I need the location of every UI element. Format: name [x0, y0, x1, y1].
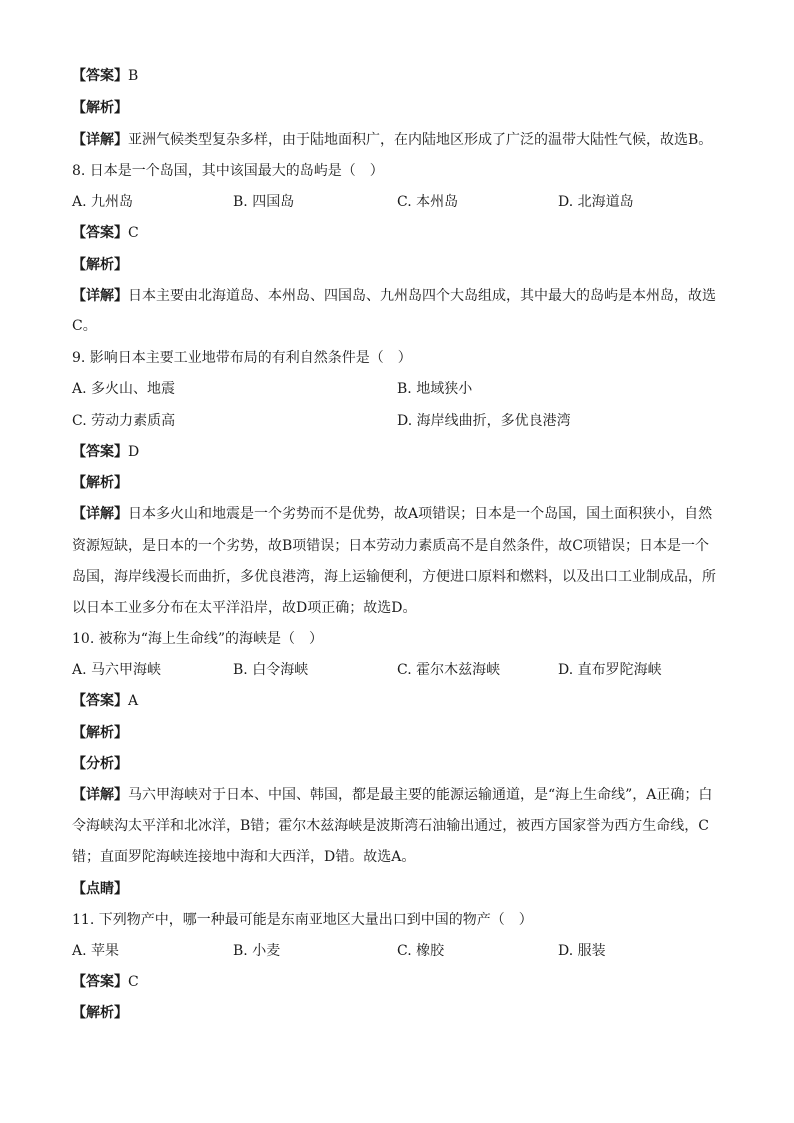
- q9-answer-line: [72, 442, 722, 462]
- q9-option-d: D. 海岸线曲折，多优良港湾: [397, 413, 571, 429]
- q7-detail-line: [72, 130, 722, 150]
- q10-dianjing-line: [72, 879, 722, 899]
- q10-detail-line-2: 令海峡沟太平洋和北冰洋，B错；霍尔木兹海峡是波斯湾石油输出通过，被西方国家誉为西方生命线，C: [72, 818, 709, 834]
- q10-option-c: C. 霍尔木兹海峡: [397, 662, 501, 678]
- fenxi-tag: 【分析】: [72, 756, 128, 772]
- detail-text: 马六甲海峡对于日本、中国、韩国，都是最主要的能源运输通道，是“海上生命线”，A正确；白: [128, 787, 713, 803]
- q8-answer-line: [72, 223, 722, 243]
- q9-option-a: A. 多火山、地震: [72, 381, 176, 397]
- q11-stem: 11. 下列物产中，哪一种最可能是东南亚地区大量出口到中国的物产（ ）: [72, 912, 533, 928]
- q10-answer-line: [72, 691, 722, 711]
- q11-analysis-line: [72, 1003, 722, 1023]
- analysis-tag: 【解析】: [72, 100, 128, 116]
- q9-detail-line: [72, 504, 722, 524]
- q9-analysis-line: [72, 473, 722, 493]
- detail-tag: 【详解】: [72, 787, 128, 803]
- detail-tag: 【详解】: [72, 288, 128, 304]
- analysis-tag: 【解析】: [72, 725, 128, 741]
- q9-detail-line-4: 以日本工业多分布在太平洋沿岸，故D项正确；故选D。: [72, 600, 417, 616]
- q8-detail-line-2: C。: [72, 318, 97, 334]
- q11-option-c: C. 橡胶: [397, 943, 445, 959]
- q8-option-d: D. 北海道岛: [558, 194, 634, 210]
- answer-value: C: [128, 225, 139, 241]
- answer-value: C: [128, 974, 139, 990]
- q10-option-a: A. 马六甲海峡: [72, 662, 162, 678]
- q7-analysis-line: [72, 98, 722, 118]
- answer-value: D: [128, 444, 140, 460]
- answer-tag: 【答案】: [72, 68, 128, 84]
- answer-tag: 【答案】: [72, 444, 128, 460]
- answer-tag: 【答案】: [72, 225, 128, 241]
- q7-answer-line: [72, 66, 722, 86]
- q10-detail-line-3: 错；直面罗陀海峡连接地中海和大西洋，D错。故选A。: [72, 849, 416, 865]
- q8-analysis-line: [72, 255, 722, 275]
- q10-option-d: D. 直布罗陀海峡: [558, 662, 662, 678]
- q10-detail-line: [72, 785, 722, 805]
- q8-option-b: B. 四国岛: [233, 194, 295, 210]
- answer-tag: 【答案】: [72, 693, 128, 709]
- dianjing-tag: 【点睛】: [72, 881, 128, 897]
- q10-stem: 10. 被称为“海上生命线”的海峡是（ ）: [72, 631, 324, 647]
- q10-analysis-line: [72, 723, 722, 743]
- detail-text: 日本多火山和地震是一个劣势而不是优势，故A项错误；日本是一个岛国，国土面积狭小，自然: [128, 506, 713, 522]
- q9-detail-line-3: 岛国，海岸线漫长而曲折，多优良港湾，海上运输便利，方便进口原料和燃料，以及出口工业制成品，所: [72, 569, 716, 585]
- q11-option-d: D. 服装: [558, 943, 606, 959]
- detail-tag: 【详解】: [72, 132, 128, 148]
- q8-detail-line: [72, 286, 722, 306]
- q9-stem: 9. 影响日本主要工业地带布局的有利自然条件是（ ）: [72, 350, 412, 366]
- q8-option-a: A. 九州岛: [72, 194, 134, 210]
- detail-text: 日本主要由北海道岛、本州岛、四国岛、九州岛四个大岛组成，其中最大的岛屿是本州岛，故选: [128, 288, 716, 304]
- answer-tag: 【答案】: [72, 974, 128, 990]
- q10-fenxi-line: [72, 754, 722, 774]
- answer-value: B: [128, 68, 139, 84]
- analysis-tag: 【解析】: [72, 257, 128, 273]
- q11-option-a: A. 苹果: [72, 943, 120, 959]
- q8-option-c: C. 本州岛: [397, 194, 459, 210]
- detail-text: 亚洲气候类型复杂多样，由于陆地面积广，在内陆地区形成了广泛的温带大陆性气候，故选B。: [128, 132, 713, 148]
- analysis-tag: 【解析】: [72, 475, 128, 491]
- q8-stem: 8. 日本是一个岛国，其中该国最大的岛屿是（ ）: [72, 163, 384, 179]
- q9-option-b: B. 地域狭小: [397, 381, 473, 397]
- q11-answer-line: [72, 972, 722, 992]
- q9-option-c: C. 劳动力素质高: [72, 413, 176, 429]
- answer-value: A: [128, 693, 139, 709]
- q11-option-b: B. 小麦: [233, 943, 281, 959]
- q10-option-b: B. 白令海峡: [233, 662, 309, 678]
- analysis-tag: 【解析】: [72, 1005, 128, 1021]
- q9-detail-line-2: 资源短缺，是日本的一个劣势，故B项错误；日本劳动力素质高不是自然条件，故C项错误；日本是一个: [72, 538, 709, 554]
- detail-tag: 【详解】: [72, 506, 128, 522]
